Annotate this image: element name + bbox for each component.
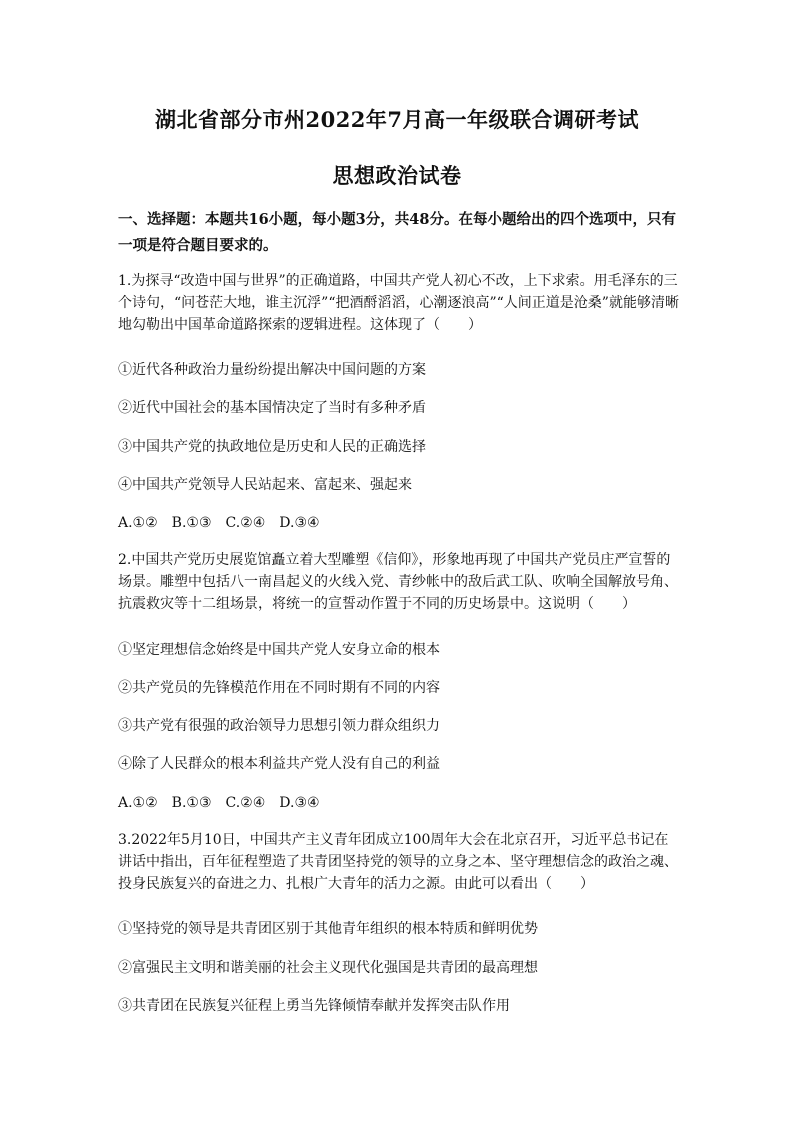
question-2-stem: 2.中国共产党历史展览馆矗立着大型雕塑《信仰》，形象地再现了中国共产党员庄严宣誓的场景。雕塑中包括八一南昌起义的火线入党、青纱帐中的敌后武工队、吹响全国解放号角、抗震救灾等十二组场景，将统一的宣誓动作置于不同的历史场景中。这说明（ ） [118, 552, 678, 612]
question-1-option-4: ④中国共产党领导人民站起来、富起来、强起来 [118, 477, 412, 493]
question-3-option-3: ③共青团在民族复兴征程上勇当先锋倾情奉献并发挥突击队作用 [118, 998, 510, 1014]
exam-subtitle: 思想政治试卷 [332, 163, 462, 188]
exam-title: 湖北省部分市州2022年7月高一年级联合调研考试 [154, 107, 640, 132]
question-1-option-2: ②近代中国社会的基本国情决定了当时有多种矛盾 [118, 400, 426, 416]
question-1-choices: A.①② B.①③ C.②④ D.③④ [118, 515, 320, 531]
question-3-stem: 3.2022年5月10日，中国共产主义青年团成立100周年大会在北京召开，习近平总书记在讲话中指出，百年征程塑造了共青团坚持党的领导的立身之本、坚守理想信念的政治之魂、投身民族复兴的奋进之力、扎根广大青年的活力之源。由此可以看出（ ） [118, 832, 678, 892]
question-1-option-1: ①近代各种政治力量纷纷提出解决中国问题的方案 [118, 362, 426, 378]
question-2-choices: A.①② B.①③ C.②④ D.③④ [118, 795, 320, 811]
section-heading: 一、选择题：本题共16小题，每小题3分，共48分。在每小题给出的四个选项中，只有一项是符合题目要求的。 [118, 211, 676, 254]
question-3-option-1: ①坚持党的领导是共青团区别于其他青年组织的根本特质和鲜明优势 [118, 921, 538, 937]
question-3-option-2: ②富强民主文明和谐美丽的社会主义现代化强国是共青团的最高理想 [118, 960, 538, 976]
question-2-option-3: ③共产党有很强的政治领导力思想引领力群众组织力 [118, 718, 440, 734]
question-2-option-4: ④除了人民群众的根本利益共产党人没有自己的利益 [118, 756, 440, 772]
question-1-option-3: ③中国共产党的执政地位是历史和人民的正确选择 [118, 439, 426, 455]
question-1-stem: 1.为探寻“改造中国与世界”的正确道路，中国共产党人初心不改，上下求索。用毛泽东的三个诗句，“问苍茫大地，谁主沉浮”“把酒酹滔滔，心潮逐浪高”“人间正道是沧桑”就能够清晰地勾勒出中国革命道路探索的逻辑进程。这体现了（ ） [118, 273, 679, 333]
question-2-option-1: ①坚定理想信念始终是中国共产党人安身立命的根本 [118, 642, 440, 658]
question-2-option-2: ②共产党员的先锋模范作用在不同时期有不同的内容 [118, 680, 440, 696]
